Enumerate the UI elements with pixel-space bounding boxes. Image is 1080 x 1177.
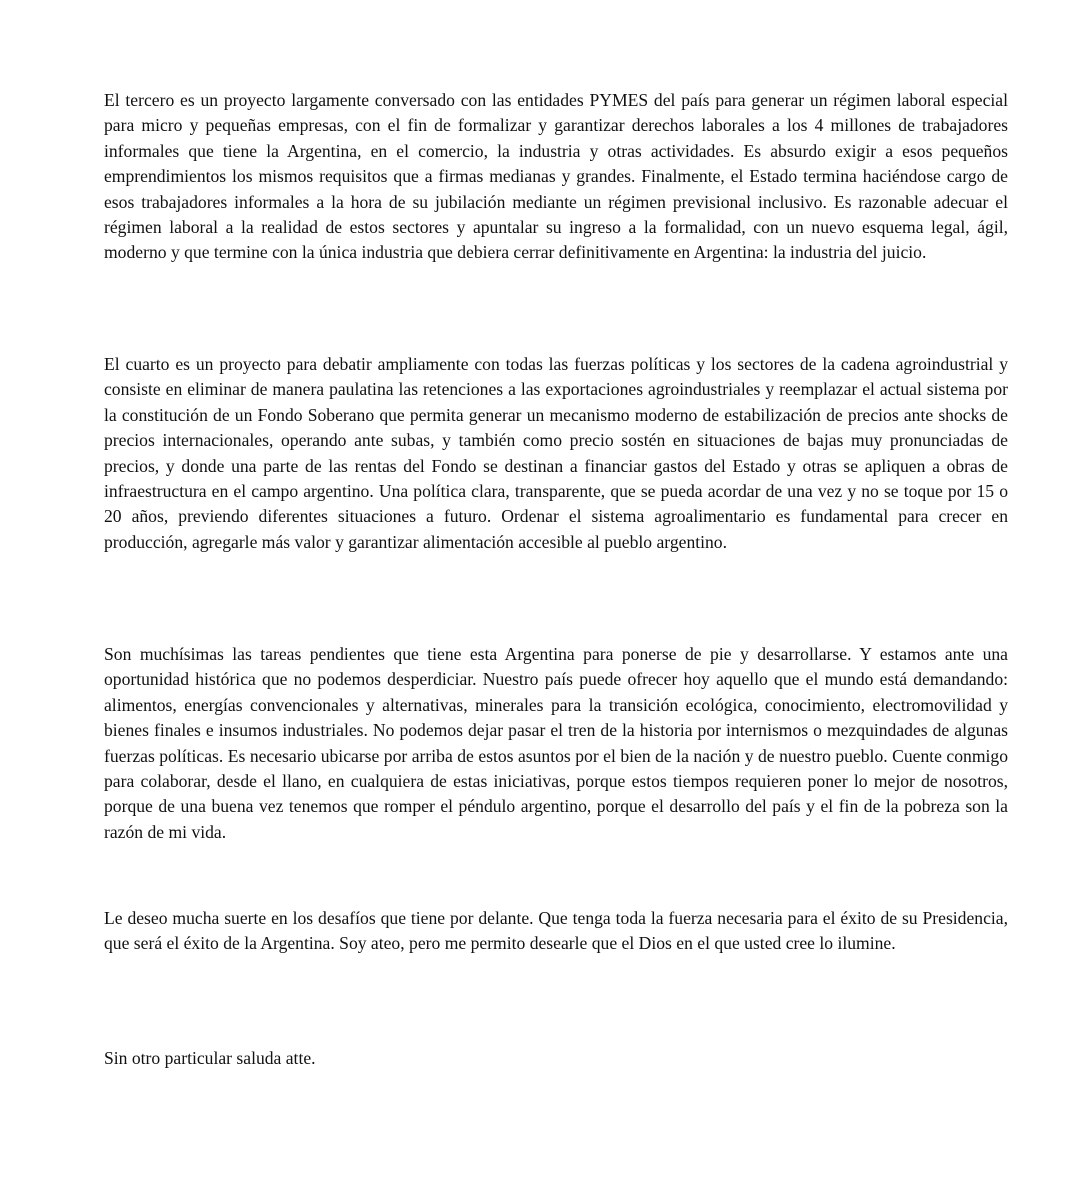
paragraph-cuarto-proyecto: El cuarto es un proyecto para debatir ampliamente con todas las fuerzas políticas y los sectores de la cadena agroindustrial y consiste en eliminar de manera paulatina las retenciones a las exportaciones agroindustriales y reemplazar el actual sistema por la constitución de un Fondo Soberano que permita generar un mecanismo moderno de estabilización de precios ante shocks de precios internacionales, operando ante subas, y también como precio sostén en situaciones de bajas muy pronunciadas de precios, y donde una parte de las rentas del Fondo se destinan a financiar gastos del Estado y otras se apliquen a obras de infraestructura en el campo argentino. Una política clara, transparente, que se pueda acordar de una vez y no se toque por 15 o 20 años, previendo diferentes situaciones a futuro. Ordenar el sistema agroalimentario es fundamental para crecer en producción, agregarle más valor y garantizar alimentación accesible al pueblo argentino. [104,354,1008,552]
paragraph-tercero-proyecto: El tercero es un proyecto largamente conversado con las entidades PYMES del país para generar un régimen laboral especial para micro y pequeñas empresas, con el fin de formalizar y garantizar derechos laborales a los 4 millones de trabajadores informales que tiene la Argentina, en el comercio, la industria y otras actividades. Es absurdo exigir a esos pequeños emprendimientos los mismos requisitos que a firmas medianas y grandes. Finalmente, el Estado termina haciéndose cargo de esos trabajadores informales a la hora de su jubilación mediante un régimen previsional inclusivo. Es razonable adecuar el régimen laboral a la realidad de estos sectores y apuntalar su ingreso a la formalidad, con un nuevo esquema legal, ágil, moderno y que termine con la única industria que debiera cerrar definitivamente en Argentina: la industria del juicio. [104,90,1008,263]
paragraph-buenos-deseos: Le deseo mucha suerte en los desafíos que tiene por delante. Que tenga toda la fuerza necesaria para el éxito de su Presidencia, que será el éxito de la Argentina. Soy ateo, pero me permito desearle que el Dios en el que usted cree lo ilumine. [104,908,1008,954]
closing-salutation: Sin otro particular saluda atte. [104,1048,316,1068]
paragraph-tareas-pendientes: Son muchísimas las tareas pendientes que tiene esta Argentina para ponerse de pie y desarrollarse. Y estamos ante una oportunidad histórica que no podemos desperdiciar. Nuestro país puede ofrecer hoy aquello que el mundo está demandando: alimentos, energías convencionales y alternativas, minerales para la transición ecológica, conocimiento, electromovilidad y bienes finales e insumos industriales. No podemos dejar pasar el tren de la historia por internismos o mezquindades de algunas fuerzas políticas. Es necesario ubicarse por arriba de estos asuntos por el bien de la nación y de nuestro pueblo. Cuente conmigo para colaborar, desde el llano, en cualquiera de estas iniciativas, porque estos tiempos requieren poner lo mejor de nosotros, porque de una buena vez tenemos que romper el péndulo argentino, porque el desarrollo del país y el fin de la pobreza son la razón de mi vida. [104,644,1008,842]
